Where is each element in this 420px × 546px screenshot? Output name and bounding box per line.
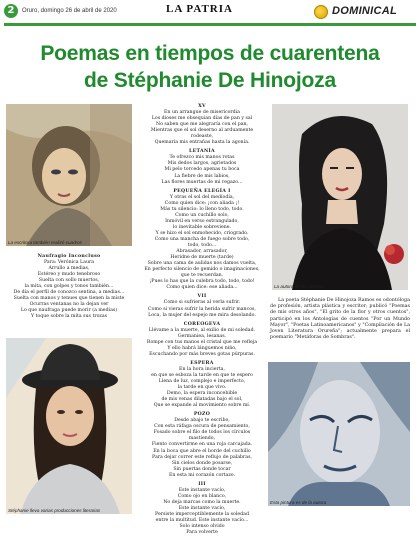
hat-portrait-image xyxy=(6,338,132,514)
photo-caption: La escritora también realizó cuadros xyxy=(8,240,83,245)
verse-line: Persiste imperceptiblemente la soledad xyxy=(155,512,249,517)
verse-line: Que se expande al movimiento sobre mí. xyxy=(153,403,251,409)
poem-heading: COREOGEVA xyxy=(183,321,221,327)
verse-line: Te ofrezco mis manos rotas xyxy=(169,155,235,161)
verse-line: entre la multitud. Este instante vacío... xyxy=(155,518,249,524)
section-number: III xyxy=(198,481,206,487)
verse-line: Mientras que el sol deserno al arduamente rodeaste, xyxy=(150,128,254,140)
verse-line: Inmóvil en verso estrangulado, xyxy=(165,218,239,224)
section-number: VII xyxy=(197,294,207,300)
verse-line: Demo, la espera inconcebible xyxy=(166,391,238,397)
photo-caption: Esta pintura es de la autora xyxy=(270,500,327,505)
verse-line: Sin puertas donde tocar xyxy=(173,466,231,472)
verse-line: Como si vieras sufrir la herida sufrir mancos, xyxy=(148,306,256,312)
poem-heading: PEQUEÑA ELEGÍA I xyxy=(173,188,231,194)
verse-line: lo inevitable sobreviene. xyxy=(172,224,232,230)
page-number: 2 xyxy=(4,4,18,18)
verse-line: Las flores muertas de mi regazo... xyxy=(161,179,243,185)
poem-heading: ESPERA xyxy=(190,360,214,366)
verse-line: Estéreo y mudo tenebroso xyxy=(37,272,101,278)
verse-line: en que se esboza la tarde en que te espero xyxy=(151,372,253,378)
verse-line: Lo que naufraga puede morir (a medias) xyxy=(20,308,118,314)
verse-line: Escuchando por más breves gotas púrpuras. xyxy=(149,351,255,357)
verse-line: Este instante vacío, xyxy=(178,487,226,493)
masthead: LA PATRIA xyxy=(166,3,233,15)
verse-line: No saben que me alegraría con el pan, xyxy=(155,122,249,128)
verse-line: En esta mi corazón cortazo. xyxy=(168,472,236,478)
verse-line: Como un cuchillo solo, xyxy=(175,212,229,218)
verse-line: Como quien dice: ese aliada... xyxy=(166,285,238,291)
verse-line: Este instante vacío, xyxy=(178,505,226,511)
painting-photo xyxy=(6,104,132,246)
painted-face-image xyxy=(6,104,132,246)
photo-caption: La autora de los poemas xyxy=(274,284,325,289)
verse-line: Quemaría mis entrañas hasta la agonía. xyxy=(154,140,250,146)
left-poem xyxy=(10,254,128,321)
verse-line: que te recuerdan. xyxy=(180,273,224,279)
verse-line: Desde abajo te escribo, xyxy=(174,418,230,424)
verse-line: No deja marcas como la muerte. xyxy=(163,499,241,505)
verse-line: Rompe con tus manos el cristal que me refleja xyxy=(146,339,258,345)
supplement-name: DOMINICAL xyxy=(332,5,398,17)
verse-line: En la boca que abre el borde del cuchillo xyxy=(153,448,251,454)
blue-painting-image xyxy=(268,362,410,506)
verse-line: Y toque sobre la mita sus trozas xyxy=(30,314,108,320)
verse-line: ¡Pues lo has que la culebra todo, todo, todo! xyxy=(149,279,255,285)
verse-line: Llévame a la muerte, al exilio de mi soledad. xyxy=(148,327,256,333)
verse-line: Arrullo a medias, xyxy=(48,266,90,272)
verse-line: Suelta con sollo muertos, xyxy=(38,278,100,284)
verse-line: Como ojo en blanco, xyxy=(177,493,227,499)
verse-line: Fiento convertirme en una roja carcajada. xyxy=(151,442,253,448)
verse-line: Como si sufrieras al verla sufrir. xyxy=(163,300,241,306)
header-rule xyxy=(4,23,416,26)
author-portrait-photo xyxy=(272,104,408,290)
author-bio xyxy=(270,298,410,341)
sun-logo-icon xyxy=(314,5,328,19)
center-poems xyxy=(140,104,264,536)
verse-line: la tarde en que vivo. xyxy=(177,385,227,391)
verse-line: En la hora incierta, xyxy=(179,366,225,372)
verse-line: En un arrangue de misericordia xyxy=(164,110,240,116)
verse-line: todo, todo... xyxy=(187,243,217,249)
verse-line: Más tu silencio: lo lleno todo, todo. xyxy=(160,206,244,212)
verse-line: Y ello habrá lánguemos niño, xyxy=(167,345,237,351)
verse-line: Y otras el sol del mediodía, xyxy=(169,194,235,200)
verse-line: Loca, la mujer del espejo me mira desolando. xyxy=(148,312,256,318)
verse-line: Sobre una cama de aulidas nos damos vuelta, xyxy=(147,261,257,267)
verse-line: Sin cielos donde posarse, xyxy=(171,460,233,466)
poem-heading: Naufragio Inconcluso xyxy=(37,254,101,259)
verse-line: de mis venas dilatadas bajo el sol, xyxy=(161,397,243,403)
verse-line: Suelta con manos y tenues que tienen la miste xyxy=(13,296,125,302)
poem-heading: LETANÍA xyxy=(189,149,215,155)
verse-line: la mita, con golpes y tonos también... xyxy=(24,284,114,290)
verse-line: Heridne de muerte (tarde) xyxy=(170,255,234,261)
section-number: XV xyxy=(198,104,206,109)
verse-line: Fosado sobre el filo de todos los círculos mastiendo, xyxy=(153,430,251,442)
verse-line: Mi pelo torcedo apenas tu boca xyxy=(164,167,240,173)
verse-line: Abrasador, arrasador, xyxy=(176,249,228,255)
supplement-logo xyxy=(314,2,410,22)
title-line-1: Poemas en tiempos de cuarentena xyxy=(40,42,380,65)
verse-line: Como una mancha de fuego sobre todo, xyxy=(154,236,250,242)
article-title xyxy=(0,40,420,94)
bio-paragraph: La poeta Stéphanie De Hinojoza Ramos es odontóloga de profesión, artista plástica y escritor; publicó "Poemas de mis otros años", "El grito de la flor y otros cuentos", participó en los Antologías de cuentos "Por un Mundo Mayor", "Poetas Latinoamericanos" y "Compilación de La Joven Literatura Orureña"; actualmente prepara el poemario "Metáforas de Sombras". xyxy=(270,298,410,341)
verse-line: La fiebre de mis labios, xyxy=(174,173,230,179)
photo-caption: Stéphanie lleva varias producciones literarias xyxy=(8,508,101,513)
portrait-image xyxy=(272,104,408,290)
poem-heading: POZO xyxy=(193,412,211,418)
verse-line: Ocurras ventanas no la dejan ver xyxy=(29,302,109,308)
verse-line: Solo intenso olvido xyxy=(179,524,225,530)
verse-line: Mis dedos largos, agrietados xyxy=(167,161,237,167)
verse-line: Para dejar correr este reflujo de palabras, xyxy=(152,454,252,460)
author-hat-photo xyxy=(6,338,132,514)
title-line-2: de Stéphanie De Hinojoza xyxy=(84,69,336,92)
dateline: Oruro, domingo 26 de abril de 2020 xyxy=(22,8,117,14)
verse-line: Con esta ráfaga oscura de pensamiento, xyxy=(154,424,250,430)
verse-line: De día el perfil de conozco sentina, a medias... xyxy=(13,290,125,296)
verse-line: Llena de luz, complejo e imperfecto, xyxy=(158,379,246,385)
verse-line: Germaniea, lesanas. xyxy=(177,333,227,339)
verse-line: En perfecto silencio de gemido o imaginaciones, xyxy=(144,267,260,273)
verse-line: Para volverte xyxy=(186,530,218,536)
page-header xyxy=(0,0,420,38)
face-painting-photo xyxy=(268,362,410,506)
verse-line: Y se hizo el sol enmohecido, criogrado. xyxy=(155,230,249,236)
poem-dedication: Para: Verónica Laura xyxy=(43,260,95,266)
verse-line: Como quien dice: ¡con aliada ¡! xyxy=(164,200,240,206)
verse-line: Los dioses me obsequian días de pan y sal xyxy=(151,116,253,122)
